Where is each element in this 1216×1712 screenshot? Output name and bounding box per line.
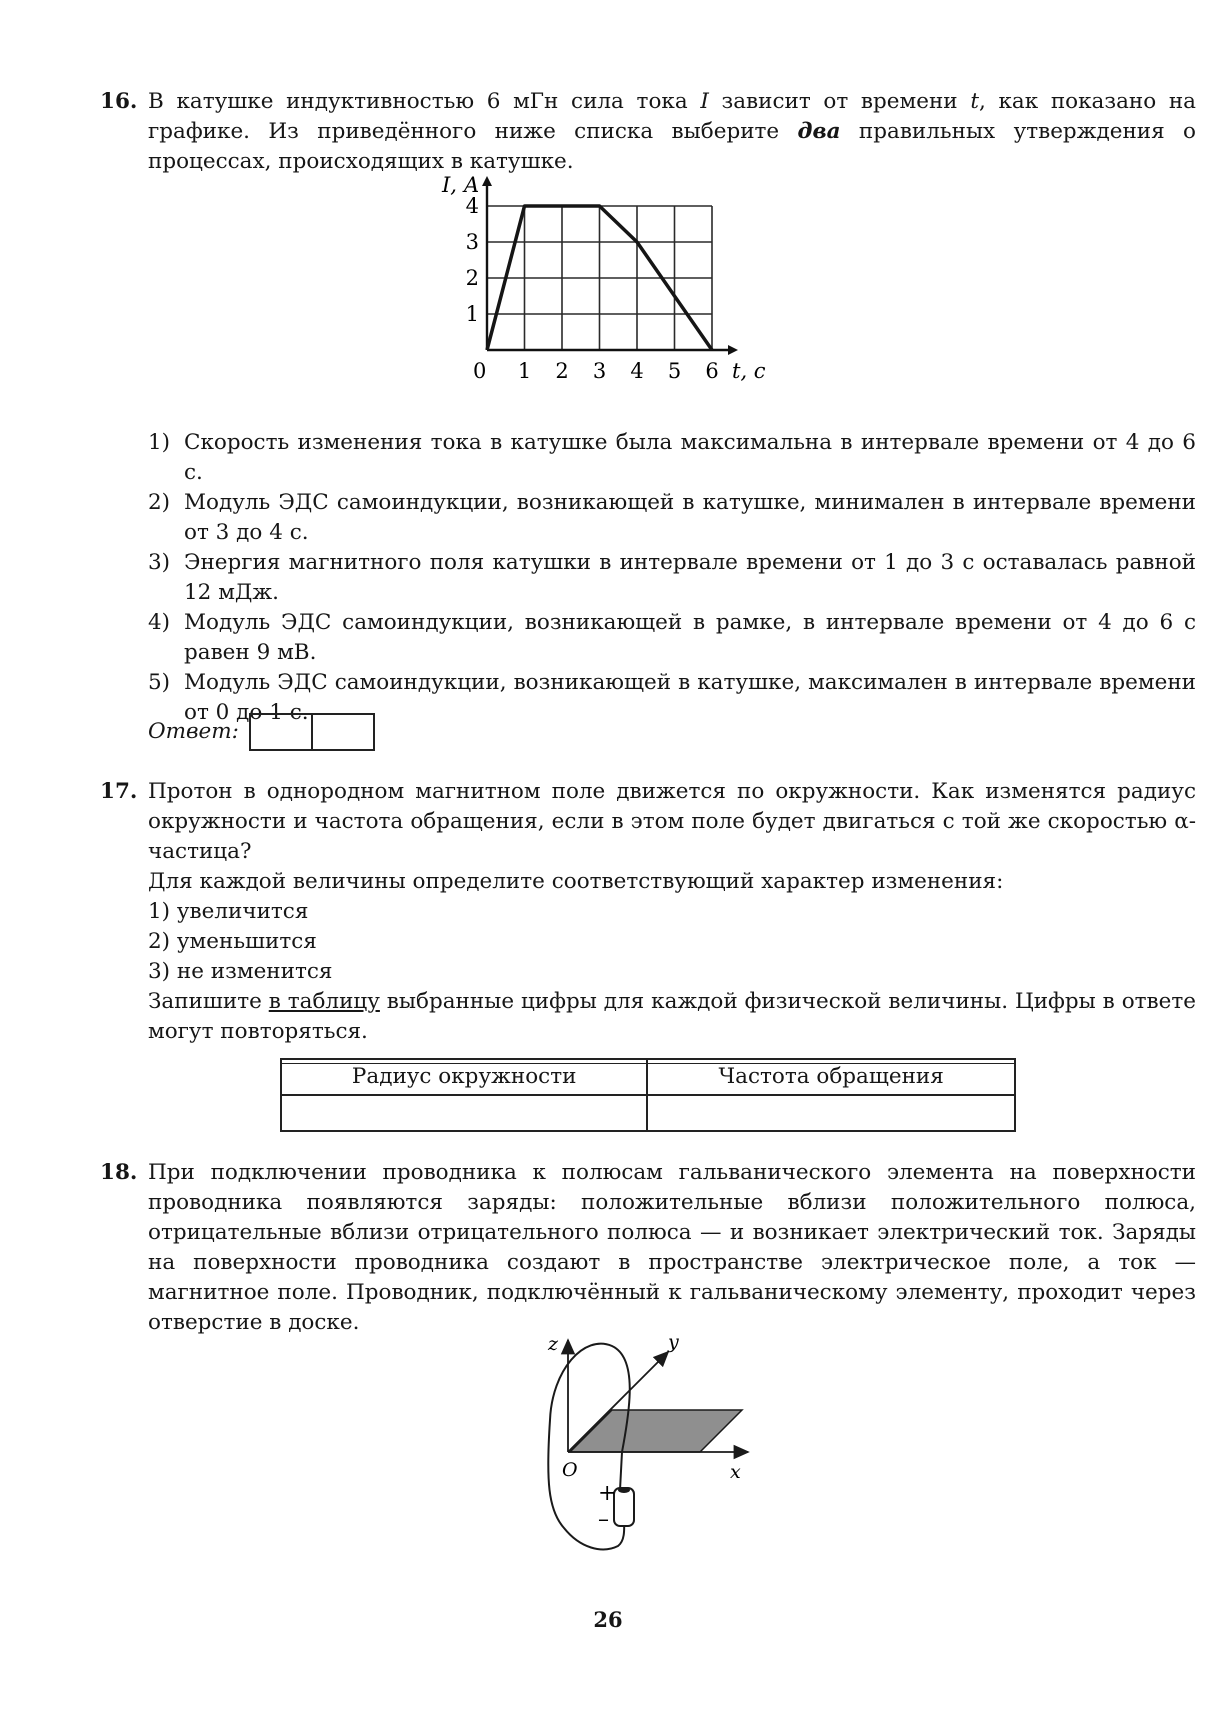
board — [570, 1410, 742, 1452]
graph-axes — [482, 176, 738, 355]
choice-1: 1) увеличится — [148, 899, 309, 924]
table-cell-frequency[interactable] — [647, 1095, 1015, 1131]
y-tick-label: 3 — [465, 230, 479, 254]
task-18 — [100, 1158, 1196, 1338]
answer-box[interactable] — [249, 713, 375, 751]
option-3: 3) Энергия магнитного поля катушки в интервале времени от 1 до 3 с оставалась равной 12 мДж. — [148, 550, 1196, 605]
x-tick-label: 2 — [555, 359, 569, 383]
x-label: x — [730, 1461, 741, 1483]
task-16 — [100, 87, 1196, 177]
option-4: 4) Модуль ЭДС самоиндукции, возникающей в рамке, в интервале времени от 4 до 6 с равен 9 мВ. — [148, 610, 1196, 665]
current-time-graph — [442, 173, 820, 418]
x-axis-label: t, с — [732, 359, 766, 383]
x-tick-label: 3 — [592, 359, 607, 383]
answer-cell-1[interactable] — [251, 715, 311, 749]
minus-label: – — [598, 1507, 609, 1532]
y-tick-label: 1 — [465, 302, 479, 326]
conductor-board-figure — [540, 1331, 770, 1580]
task-16-statement: В катушке индуктивностью 6 мГн сила тока I зависит от времени t, как показано на графике. Из приведённого ниже списка выберите два правильных утверждения о процессах, происходящих в катушке. — [148, 89, 1196, 174]
y-axis-arrow — [482, 176, 492, 186]
answer-row — [148, 713, 375, 751]
choice-2: 2) уменьшится — [148, 929, 317, 954]
task-17-table-note: Запишите в таблицу выбранные цифры для каждой физической величины. Цифры в ответе могут повторяться. — [148, 989, 1196, 1044]
task-17 — [100, 777, 1196, 1047]
y-tick-label: 2 — [465, 266, 479, 290]
option-2: 2) Модуль ЭДС самоиндукции, возникающей в катушке, минимален в интервале времени от 3 до 4 с. — [148, 490, 1196, 545]
plus-label: + — [598, 1481, 617, 1506]
task-17-question: Протон в однородном магнитном поле движется по окружности. Как изменятся радиус окружности и частота обращения, если в этом поле будет двигаться с той же скоростью α-частица? — [148, 779, 1196, 864]
x-tick-label: 4 — [630, 359, 644, 383]
task-17-instruction: Для каждой величины определите соответствующий характер изменения: — [148, 869, 1004, 894]
answer-table — [280, 1058, 1016, 1132]
x-tick-label: 6 — [705, 359, 719, 383]
y-label: y — [668, 1331, 679, 1353]
origin-o-label: O — [562, 1459, 578, 1481]
graph-grid — [487, 206, 712, 350]
choice-3: 3) не изменится — [148, 959, 333, 984]
table-header-radius: Радиус окружности — [281, 1059, 647, 1095]
origin-label: 0 — [473, 359, 487, 383]
answer-cell-2[interactable] — [311, 715, 373, 749]
task-number: 16. — [100, 89, 138, 114]
page-number: 26 — [593, 1607, 623, 1632]
z-label: z — [548, 1333, 559, 1355]
task-number: 18. — [100, 1160, 138, 1185]
galvanic-cell — [614, 1488, 634, 1526]
answer-label: Ответ: — [148, 719, 239, 744]
cell-terminal — [618, 1487, 630, 1493]
option-1: 1) Скорость изменения тока в катушке была максимальна в интервале времени от 4 до 6 с. — [148, 430, 1196, 485]
task-16-options — [148, 428, 1196, 728]
x-tick-label: 5 — [667, 359, 682, 383]
task-18-text: При подключении проводника к полюсам гальванического элемента на поверхности проводника появляются заряды: положительные вблизи положительного полюса, отрицательные вблизи отрицательного полюса — и возникает электрический ток. Заряды на поверхности проводника создают в пространстве электрическое поле, а ток — магнитное поле. Проводник, подключённый к гальваническому элементу, проходит через отверстие в доске. — [148, 1160, 1196, 1335]
option-5: 5) Модуль ЭДС самоиндукции, возникающей в катушке, максимален в интервале времени от 0 до 1 с. — [148, 670, 1196, 725]
task-number: 17. — [100, 779, 138, 804]
table-cell-radius[interactable] — [281, 1095, 647, 1131]
y-tick-label: 4 — [465, 194, 479, 218]
x-tick-label: 1 — [517, 359, 532, 383]
x-axis-arrow — [728, 345, 738, 355]
table-header-frequency: Частота обращения — [647, 1059, 1015, 1095]
y-axis-label: I, А — [442, 173, 480, 197]
